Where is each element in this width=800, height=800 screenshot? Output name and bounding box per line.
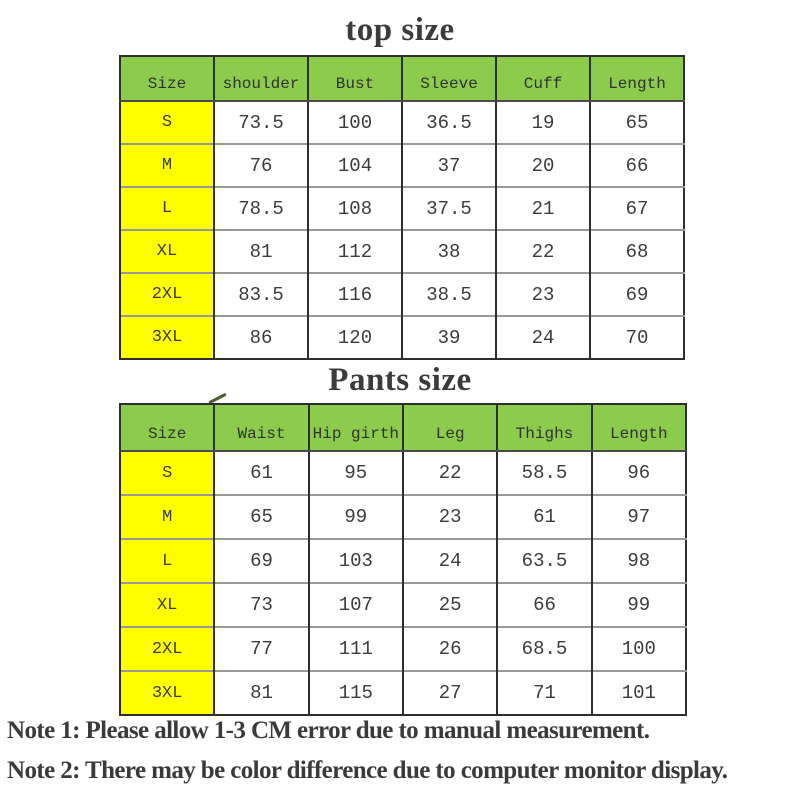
note-line-1: Note 1: Please allow 1-3 CM error due to manual measurement. — [7, 717, 650, 744]
value-cell: 71 — [497, 671, 591, 715]
notes-block — [7, 711, 800, 791]
table-row-3xl — [120, 316, 684, 359]
column-header-thighs: Thighs — [497, 404, 591, 451]
size-cell: 3XL — [120, 316, 214, 359]
top-size-table — [119, 55, 685, 360]
table-row-l — [120, 187, 684, 230]
value-cell: 104 — [308, 144, 402, 187]
value-cell: 120 — [308, 316, 402, 359]
column-header-size: Size — [120, 404, 214, 451]
value-cell: 77 — [214, 627, 308, 671]
column-header-size: Size — [120, 56, 214, 101]
value-cell: 27 — [403, 671, 497, 715]
value-cell: 100 — [308, 101, 402, 144]
value-cell: 78.5 — [214, 187, 308, 230]
value-cell: 24 — [403, 539, 497, 583]
value-cell: 73.5 — [214, 101, 308, 144]
value-cell: 23 — [403, 495, 497, 539]
value-cell: 37 — [402, 144, 496, 187]
value-cell: 25 — [403, 583, 497, 627]
value-cell: 95 — [309, 451, 403, 495]
value-cell: 66 — [590, 144, 684, 187]
value-cell: 107 — [309, 583, 403, 627]
size-cell: L — [120, 539, 214, 583]
value-cell: 86 — [214, 316, 308, 359]
table-row-xl — [120, 230, 684, 273]
table-row-m — [120, 495, 686, 539]
note-line-2: Note 2: There may be color difference due to computer monitor display. — [7, 757, 728, 784]
value-cell: 97 — [592, 495, 686, 539]
header-row — [120, 404, 686, 451]
value-cell: 67 — [590, 187, 684, 230]
pants-size-title: Pants size — [328, 362, 472, 398]
value-cell: 68.5 — [497, 627, 591, 671]
value-cell: 98 — [592, 539, 686, 583]
value-cell: 38.5 — [402, 273, 496, 316]
value-cell: 65 — [214, 495, 308, 539]
size-cell: M — [120, 495, 214, 539]
table-row-s — [120, 451, 686, 495]
value-cell: 115 — [309, 671, 403, 715]
table-row-xl — [120, 583, 686, 627]
column-header-waist: Waist — [214, 404, 308, 451]
value-cell: 76 — [214, 144, 308, 187]
size-cell: L — [120, 187, 214, 230]
value-cell: 63.5 — [497, 539, 591, 583]
size-cell: 2XL — [120, 273, 214, 316]
value-cell: 37.5 — [402, 187, 496, 230]
column-header-length: Length — [592, 404, 686, 451]
size-cell: 3XL — [120, 671, 214, 715]
table-row-3xl — [120, 671, 686, 715]
value-cell: 38 — [402, 230, 496, 273]
column-header-bust: Bust — [308, 56, 402, 101]
value-cell: 19 — [496, 101, 590, 144]
value-cell: 116 — [308, 273, 402, 316]
size-cell: M — [120, 144, 214, 187]
value-cell: 101 — [592, 671, 686, 715]
value-cell: 21 — [496, 187, 590, 230]
value-cell: 26 — [403, 627, 497, 671]
value-cell: 108 — [308, 187, 402, 230]
value-cell: 58.5 — [497, 451, 591, 495]
pants-size-table — [119, 403, 687, 716]
size-cell: XL — [120, 583, 214, 627]
value-cell: 69 — [214, 539, 308, 583]
value-cell: 22 — [496, 230, 590, 273]
value-cell: 68 — [590, 230, 684, 273]
value-cell: 73 — [214, 583, 308, 627]
value-cell: 99 — [309, 495, 403, 539]
value-cell: 96 — [592, 451, 686, 495]
value-cell: 61 — [497, 495, 591, 539]
value-cell: 20 — [496, 144, 590, 187]
value-cell: 81 — [214, 671, 308, 715]
value-cell: 81 — [214, 230, 308, 273]
column-header-cuff: Cuff — [496, 56, 590, 101]
header-row — [120, 56, 684, 101]
size-cell: XL — [120, 230, 214, 273]
table-row-m — [120, 144, 684, 187]
value-cell: 65 — [590, 101, 684, 144]
value-cell: 39 — [402, 316, 496, 359]
column-header-shoulder: shoulder — [214, 56, 308, 101]
value-cell: 111 — [309, 627, 403, 671]
value-cell: 24 — [496, 316, 590, 359]
column-header-sleeve: Sleeve — [402, 56, 496, 101]
size-cell: 2XL — [120, 627, 214, 671]
table-row-2xl — [120, 273, 684, 316]
table-row-2xl — [120, 627, 686, 671]
value-cell: 23 — [496, 273, 590, 316]
size-cell: S — [120, 101, 214, 144]
column-header-leg: Leg — [403, 404, 497, 451]
size-cell: S — [120, 451, 214, 495]
table-row-l — [120, 539, 686, 583]
value-cell: 70 — [590, 316, 684, 359]
value-cell: 99 — [592, 583, 686, 627]
column-header-length: Length — [590, 56, 684, 101]
value-cell: 112 — [308, 230, 402, 273]
value-cell: 103 — [309, 539, 403, 583]
value-cell: 69 — [590, 273, 684, 316]
top-size-title: top size — [345, 12, 455, 48]
value-cell: 22 — [403, 451, 497, 495]
value-cell: 83.5 — [214, 273, 308, 316]
value-cell: 61 — [214, 451, 308, 495]
table-row-s — [120, 101, 684, 144]
value-cell: 66 — [497, 583, 591, 627]
column-header-hip-girth: Hip girth — [309, 404, 403, 451]
value-cell: 100 — [592, 627, 686, 671]
value-cell: 36.5 — [402, 101, 496, 144]
